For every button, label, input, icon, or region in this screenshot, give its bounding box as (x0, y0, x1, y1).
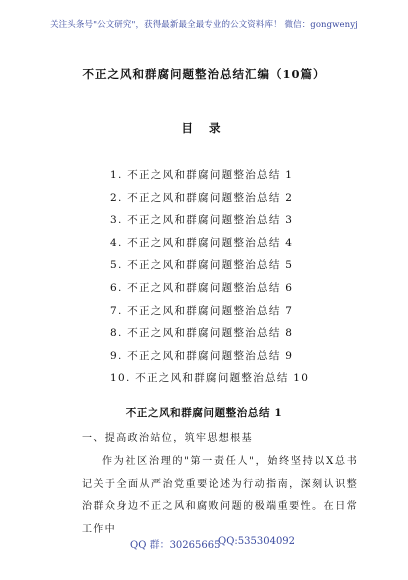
toc-item[interactable]: 9. 不正之风和群腐问题整治总结 9 (110, 349, 294, 362)
toc-item[interactable]: 10. 不正之风和群腐问题整治总结 10 (110, 372, 310, 385)
toc-item[interactable]: 3. 不正之风和群腐问题整治总结 3 (110, 214, 294, 227)
header-notice: 关注头条号"公文研究"，获得最新最全最专业的公文资料库！ 微信：gongwenyj (50, 20, 358, 30)
toc-item[interactable]: 7. 不正之风和群腐问题整治总结 7 (110, 304, 294, 317)
toc-item[interactable]: 6. 不正之风和群腐问题整治总结 6 (110, 281, 294, 294)
toc-item[interactable]: 8. 不正之风和群腐问题整治总结 8 (110, 327, 294, 340)
table-of-contents (110, 168, 309, 394)
footer-qq-group: QQ 群：30265665 (130, 540, 221, 551)
body-paragraph: 作为社区治理的"第一责任人"，始终坚持以X总书记关于全面从严治党重要论述为行动指南，深刻认识整治群众身边不正之风和腐败问题的极端重要性。在日常工作中 (82, 456, 358, 535)
toc-item[interactable]: 4. 不正之风和群腐问题整治总结 4 (110, 236, 294, 249)
section-title: 不正之风和群腐问题整治总结 1 (125, 407, 283, 419)
toc-item[interactable]: 2. 不正之风和群腐问题整治总结 2 (110, 191, 294, 204)
footer-qq-contact: QQ:535304092 (218, 536, 296, 547)
document-title: 不正之风和群腐问题整治总结汇编（10篇） (82, 67, 326, 81)
toc-heading: 目 录 (181, 121, 227, 135)
section-subheading: 一、提高政治站位，筑牢思想根基 (82, 433, 253, 444)
toc-item[interactable]: 5. 不正之风和群腐问题整治总结 5 (110, 259, 294, 272)
toc-item[interactable]: 1. 不正之风和群腐问题整治总结 1 (110, 169, 294, 181)
